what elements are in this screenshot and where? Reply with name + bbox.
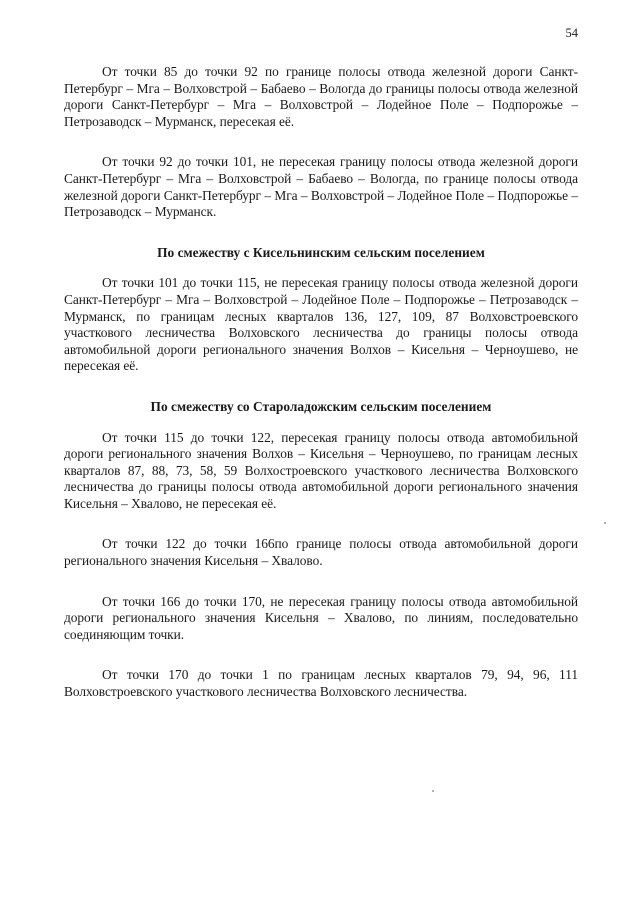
scan-speck [432, 790, 434, 792]
paragraph-3: От точки 101 до точки 115, не пересекая границу полосы отвода железной дороги Санкт-Петербург – Мга – Волховстрой – Лодейное Поле – Подпорожье – Петрозаводск – Мурманск, по границам лесных кварталов 136, 127, 109, 87 Волховстроевского участкового лесничества Волховского лесничества до границы полосы отвода автомобильной дороги регионального значения Волхов – Кисельня – Черноушево, не пересекая её. [64, 275, 578, 374]
paragraph-2: От точки 92 до точки 101, не пересекая границу полосы отвода железной дороги Санкт-Петербург – Мга – Волховстрой – Бабаево – Вологда, по границе полосы отвода железной дороги Санкт-Петербург – Мга – Волховстрой – Лодейное Поле – Подпорожье – Петрозаводск – Мурманск. [64, 154, 578, 220]
paragraph-5: От точки 122 до точки 166по границе полосы отвода автомобильной дороги регионального значения Кисельня – Хвалово. [64, 536, 578, 569]
section-heading-kiselninskoe: По смежеству с Кисельнинским сельским поселением [157, 244, 485, 260]
section-heading-staroladozhskoe: По смежеству со Староладожским сельским поселением [150, 398, 492, 414]
paragraph-7: От точки 170 до точки 1 по границам лесных кварталов 79, 94, 96, 111 Волховстроевского участкового лесничества Волховского лесничества. [64, 667, 578, 700]
paragraph-4: От точки 115 до точки 122, пересекая границу полосы отвода автомобильной дороги регионального значения Волхов – Кисельня – Черноушево, по границам лесных кварталов 87, 88, 73, 58, 59 Волхостроевского участкового лесничества Волховского лесничества до границы полосы отвода автомобильной дороги регионального значения Кисельня – Хвалово, не пересекая её. [64, 429, 578, 511]
paragraph-6: От точки 166 до точки 170, не пересекая границу полосы отвода автомобильной дороги регионального значения Кисельня – Хвалово, по линиям, последовательно соединяющим точки. [64, 593, 578, 642]
paragraph-1: От точки 85 до точки 92 по границе полосы отвода железной дороги Санкт-Петербург – Мга – Волховстрой – Бабаево – Вологда до границы полосы отвода железной дороги Санкт-Петербург – Мга – Волховстрой – Лодейное Поле – Подпорожье – Петрозаводск – Мурманск, пересекая её. [64, 64, 578, 129]
scan-speck [604, 522, 606, 524]
page-number: 54 [565, 26, 578, 40]
document-body [64, 64, 578, 725]
